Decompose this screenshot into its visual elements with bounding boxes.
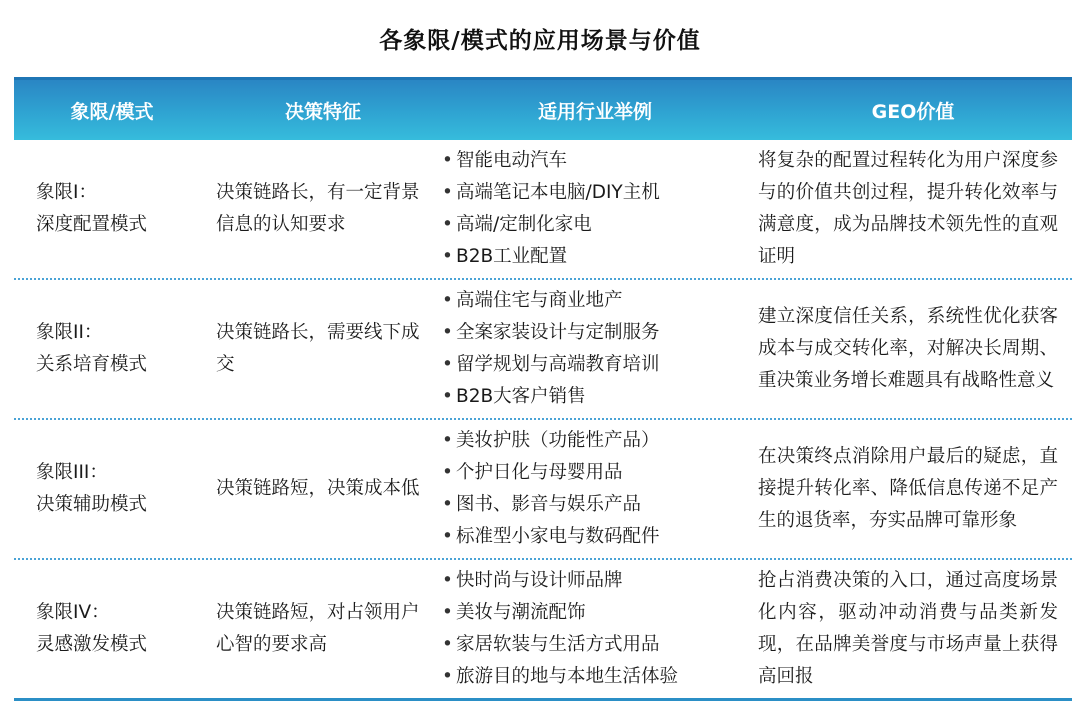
quadrant-cell (14, 317, 210, 381)
feature-cell: 决策链路短，决策成本低 (216, 478, 420, 499)
quadrant-cell (14, 457, 210, 521)
list-item: • 高端住宅与商业地产 (442, 290, 623, 311)
industries-cell (436, 145, 754, 273)
feature-cell: 决策链路长，有一定背景信息的认知要求 (216, 182, 420, 235)
list-item: • 标准型小家电与数码配件 (442, 526, 660, 547)
header-geo-value: GEO价值 (871, 100, 955, 123)
list-item: • 图书、影音与娱乐产品 (442, 494, 642, 515)
list-item: • 美妆与潮流配饰 (442, 602, 586, 623)
header-industries: 适用行业举例 (537, 100, 652, 123)
table-row (14, 278, 1072, 418)
table-row (14, 140, 1072, 278)
quadrant-name: 象限II： (36, 322, 103, 343)
header-feature: 决策特征 (284, 100, 361, 123)
industries-cell (436, 425, 754, 553)
scenario-table (14, 77, 1072, 701)
list-item: • 美妆护肤（功能性产品） (442, 430, 660, 451)
list-item: • 智能电动汽车 (442, 150, 568, 171)
industries-cell (436, 285, 754, 413)
quadrant-mode: 灵感激发模式 (36, 634, 148, 655)
feature-cell: 决策链路长，需要线下成交 (216, 322, 420, 375)
geo-value-cell: 建立深度信任关系，系统性优化获客成本与成交转化率，对解决长周期、重决策业务增长难题具有战略性意义 (758, 306, 1058, 391)
quadrant-name: 象限I： (36, 182, 97, 203)
list-item: • 旅游目的地与本地生活体验 (442, 666, 679, 687)
table-row (14, 418, 1072, 558)
table-row (14, 558, 1072, 698)
list-item: • 全案家装设计与定制服务 (442, 322, 660, 343)
list-item: • 高端/定制化家电 (442, 214, 592, 235)
quadrant-name: 象限III： (36, 462, 108, 483)
list-item: • 快时尚与设计师品牌 (442, 570, 623, 591)
quadrant-name: 象限IV： (36, 602, 110, 623)
quadrant-mode: 决策辅助模式 (36, 494, 148, 515)
geo-value-cell: 抢占消费决策的入口，通过高度场景化内容，驱动冲动消费与品类新发现，在品牌美誉度与市场声量上获得高回报 (758, 570, 1058, 687)
list-item: • 家居软装与生活方式用品 (442, 634, 660, 655)
page-title: 各象限/模式的应用场景与价值 (379, 28, 701, 54)
table-header (14, 77, 1072, 140)
list-item: • B2B工业配置 (442, 246, 568, 267)
quadrant-cell (14, 597, 210, 661)
industries-cell (436, 565, 754, 693)
list-item: • 留学规划与高端教育培训 (442, 354, 660, 375)
list-item: • B2B大客户销售 (442, 386, 586, 407)
header-quadrant: 象限/模式 (70, 100, 154, 123)
quadrant-mode: 关系培育模式 (36, 354, 148, 375)
geo-value-cell: 将复杂的配置过程转化为用户深度参与的价值共创过程，提升转化效率与满意度，成为品牌技术领先性的直观证明 (758, 150, 1058, 267)
feature-cell: 决策链路短，对占领用户心智的要求高 (216, 602, 420, 655)
list-item: • 高端笔记本电脑/DIY主机 (442, 182, 660, 203)
geo-value-cell: 在决策终点消除用户最后的疑虑，直接提升转化率、降低信息传递不足产生的退货率，夯实品牌可靠形象 (758, 446, 1058, 531)
quadrant-mode: 深度配置模式 (36, 214, 148, 235)
list-item: • 个护日化与母婴用品 (442, 462, 623, 483)
quadrant-cell (14, 177, 210, 241)
